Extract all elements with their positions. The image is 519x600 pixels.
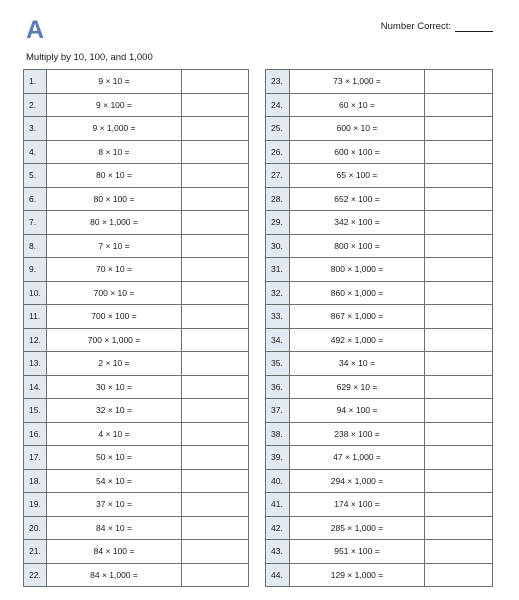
problem-number: 41.: [266, 493, 290, 517]
problem-row: [24, 305, 249, 329]
problem-expression: 294 × 1,000 =: [290, 469, 425, 493]
number-correct-label: Number Correct:: [380, 21, 451, 32]
problem-number: 4.: [24, 140, 47, 164]
problem-expression: 951 × 100 =: [290, 540, 425, 564]
answer-cell[interactable]: [425, 93, 493, 117]
problem-number: 28.: [266, 187, 290, 211]
problem-expression: 600 × 10 =: [290, 117, 425, 141]
answer-cell[interactable]: [182, 375, 249, 399]
problem-number: 39.: [266, 446, 290, 470]
problem-expression: 50 × 10 =: [47, 446, 182, 470]
answer-cell[interactable]: [182, 93, 249, 117]
problem-row: [24, 117, 249, 141]
answer-cell[interactable]: [425, 563, 493, 587]
problem-row: [24, 70, 249, 94]
problem-expression: 32 × 10 =: [47, 399, 182, 423]
problem-number: 8.: [24, 234, 47, 258]
problem-number: 29.: [266, 211, 290, 235]
problem-row: [266, 117, 493, 141]
answer-cell[interactable]: [425, 516, 493, 540]
answer-cell[interactable]: [425, 399, 493, 423]
number-correct: [381, 21, 493, 32]
problem-number: 24.: [266, 93, 290, 117]
problem-expression: 80 × 10 =: [47, 164, 182, 188]
problem-row: [266, 328, 493, 352]
problem-row: [24, 422, 249, 446]
answer-cell[interactable]: [425, 281, 493, 305]
answer-cell[interactable]: [182, 469, 249, 493]
problem-expression: 652 × 100 =: [290, 187, 425, 211]
problem-expression: 34 × 10 =: [290, 352, 425, 376]
problem-number: 2.: [24, 93, 47, 117]
problem-table-left: [23, 69, 249, 587]
problem-number: 36.: [266, 375, 290, 399]
problem-expression: 8 × 10 =: [47, 140, 182, 164]
problem-expression: 47 × 1,000 =: [290, 446, 425, 470]
problem-number: 44.: [266, 563, 290, 587]
answer-cell[interactable]: [425, 117, 493, 141]
problem-number: 10.: [24, 281, 47, 305]
problem-row: [266, 493, 493, 517]
problem-number: 30.: [266, 234, 290, 258]
problem-row: [266, 234, 493, 258]
problem-number: 5.: [24, 164, 47, 188]
problem-expression: 84 × 1,000 =: [47, 563, 182, 587]
answer-cell[interactable]: [182, 352, 249, 376]
problem-expression: 700 × 100 =: [47, 305, 182, 329]
problem-row: [266, 93, 493, 117]
problem-expression: 867 × 1,000 =: [290, 305, 425, 329]
answer-cell[interactable]: [425, 469, 493, 493]
problem-row: [266, 281, 493, 305]
answer-cell[interactable]: [182, 446, 249, 470]
problem-expression: 80 × 100 =: [47, 187, 182, 211]
problem-row: [24, 563, 249, 587]
problem-number: 38.: [266, 422, 290, 446]
problem-row: [24, 164, 249, 188]
answer-cell[interactable]: [425, 446, 493, 470]
answer-cell[interactable]: [182, 234, 249, 258]
problem-number: 9.: [24, 258, 47, 282]
answer-cell[interactable]: [182, 258, 249, 282]
problem-row: [266, 140, 493, 164]
answer-cell[interactable]: [425, 493, 493, 517]
answer-cell[interactable]: [425, 258, 493, 282]
problem-row: [24, 469, 249, 493]
problem-expression: 4 × 10 =: [47, 422, 182, 446]
problem-expression: 30 × 10 =: [47, 375, 182, 399]
problem-number: 35.: [266, 352, 290, 376]
problem-number: 17.: [24, 446, 47, 470]
answer-cell[interactable]: [182, 516, 249, 540]
problem-row: [24, 375, 249, 399]
problem-number: 40.: [266, 469, 290, 493]
problem-expression: 860 × 1,000 =: [290, 281, 425, 305]
answer-cell[interactable]: [182, 399, 249, 423]
problem-expression: 7 × 10 =: [47, 234, 182, 258]
problem-row: [266, 352, 493, 376]
answer-cell[interactable]: [425, 328, 493, 352]
problem-expression: 700 × 1,000 =: [47, 328, 182, 352]
answer-cell[interactable]: [182, 281, 249, 305]
problem-number: 15.: [24, 399, 47, 423]
problem-number: 42.: [266, 516, 290, 540]
problem-expression: 9 × 10 =: [47, 70, 182, 94]
problem-number: 7.: [24, 211, 47, 235]
answer-cell[interactable]: [425, 164, 493, 188]
problem-row: [24, 516, 249, 540]
answer-cell[interactable]: [182, 540, 249, 564]
problem-row: [24, 234, 249, 258]
problem-expression: 342 × 100 =: [290, 211, 425, 235]
problem-row: [24, 187, 249, 211]
problem-number: 14.: [24, 375, 47, 399]
answer-cell[interactable]: [182, 328, 249, 352]
problem-number: 18.: [24, 469, 47, 493]
problem-number: 27.: [266, 164, 290, 188]
answer-cell[interactable]: [182, 493, 249, 517]
problem-expression: 629 × 10 =: [290, 375, 425, 399]
problem-row: [266, 211, 493, 235]
problem-expression: 700 × 10 =: [47, 281, 182, 305]
answer-cell[interactable]: [182, 211, 249, 235]
answer-cell[interactable]: [182, 164, 249, 188]
problem-expression: 238 × 100 =: [290, 422, 425, 446]
problem-number: 19.: [24, 493, 47, 517]
problem-row: [266, 375, 493, 399]
problem-number: 20.: [24, 516, 47, 540]
problem-row: [266, 258, 493, 282]
answer-cell[interactable]: [425, 375, 493, 399]
answer-cell[interactable]: [425, 352, 493, 376]
answer-cell[interactable]: [182, 563, 249, 587]
problem-row: [24, 140, 249, 164]
problem-row: [24, 258, 249, 282]
problem-number: 12.: [24, 328, 47, 352]
answer-cell[interactable]: [182, 117, 249, 141]
problem-row: [266, 70, 493, 94]
problem-row: [24, 446, 249, 470]
problem-row: [24, 399, 249, 423]
problem-expression: 37 × 10 =: [47, 493, 182, 517]
problem-number: 21.: [24, 540, 47, 564]
problem-expression: 70 × 10 =: [47, 258, 182, 282]
problem-row: [266, 516, 493, 540]
problem-row: [266, 563, 493, 587]
number-correct-blank[interactable]: [455, 21, 493, 32]
problem-row: [266, 305, 493, 329]
problem-row: [266, 469, 493, 493]
problem-expression: 492 × 1,000 =: [290, 328, 425, 352]
problem-row: [24, 328, 249, 352]
problem-expression: 73 × 1,000 =: [290, 70, 425, 94]
problem-expression: 800 × 100 =: [290, 234, 425, 258]
problem-number: 22.: [24, 563, 47, 587]
problem-row: [266, 446, 493, 470]
answer-cell[interactable]: [425, 540, 493, 564]
answer-cell[interactable]: [182, 422, 249, 446]
problem-row: [266, 187, 493, 211]
answer-cell[interactable]: [425, 140, 493, 164]
problem-number: 25.: [266, 117, 290, 141]
problem-row: [24, 540, 249, 564]
problem-expression: 600 × 100 =: [290, 140, 425, 164]
problem-expression: 60 × 10 =: [290, 93, 425, 117]
problem-number: 31.: [266, 258, 290, 282]
problem-expression: 285 × 1,000 =: [290, 516, 425, 540]
problem-expression: 54 × 10 =: [47, 469, 182, 493]
problem-expression: 174 × 100 =: [290, 493, 425, 517]
problem-expression: 800 × 1,000 =: [290, 258, 425, 282]
problem-expression: 2 × 10 =: [47, 352, 182, 376]
problem-expression: 9 × 100 =: [47, 93, 182, 117]
answer-cell[interactable]: [182, 140, 249, 164]
problem-row: [24, 211, 249, 235]
answer-cell[interactable]: [425, 234, 493, 258]
problem-row: [266, 422, 493, 446]
problem-number: 33.: [266, 305, 290, 329]
answer-cell[interactable]: [425, 211, 493, 235]
problem-number: 26.: [266, 140, 290, 164]
problem-expression: 129 × 1,000 =: [290, 563, 425, 587]
problem-expression: 80 × 1,000 =: [47, 211, 182, 235]
problem-number: 13.: [24, 352, 47, 376]
problem-expression: 94 × 100 =: [290, 399, 425, 423]
problem-expression: 84 × 100 =: [47, 540, 182, 564]
problem-expression: 9 × 1,000 =: [47, 117, 182, 141]
problem-expression: 84 × 10 =: [47, 516, 182, 540]
problem-number: 6.: [24, 187, 47, 211]
answer-cell[interactable]: [182, 305, 249, 329]
problem-expression: 65 × 100 =: [290, 164, 425, 188]
problem-row: [24, 281, 249, 305]
problem-table-right: [265, 69, 493, 587]
problem-row: [266, 540, 493, 564]
problem-row: [24, 93, 249, 117]
problem-row: [266, 164, 493, 188]
worksheet-subtitle: Multiply by 10, 100, and 1,000: [26, 52, 153, 63]
problem-number: 11.: [24, 305, 47, 329]
sprint-letter: A: [26, 16, 45, 44]
problem-number: 23.: [266, 70, 290, 94]
problem-number: 37.: [266, 399, 290, 423]
problem-number: 43.: [266, 540, 290, 564]
problem-number: 16.: [24, 422, 47, 446]
problem-row: [24, 493, 249, 517]
answer-cell[interactable]: [182, 70, 249, 94]
answer-cell[interactable]: [425, 305, 493, 329]
answer-cell[interactable]: [425, 422, 493, 446]
answer-cell[interactable]: [425, 187, 493, 211]
problem-number: 3.: [24, 117, 47, 141]
problem-row: [24, 352, 249, 376]
problem-number: 32.: [266, 281, 290, 305]
problem-number: 34.: [266, 328, 290, 352]
answer-cell[interactable]: [182, 187, 249, 211]
problem-number: 1.: [24, 70, 47, 94]
answer-cell[interactable]: [425, 70, 493, 94]
problem-row: [266, 399, 493, 423]
